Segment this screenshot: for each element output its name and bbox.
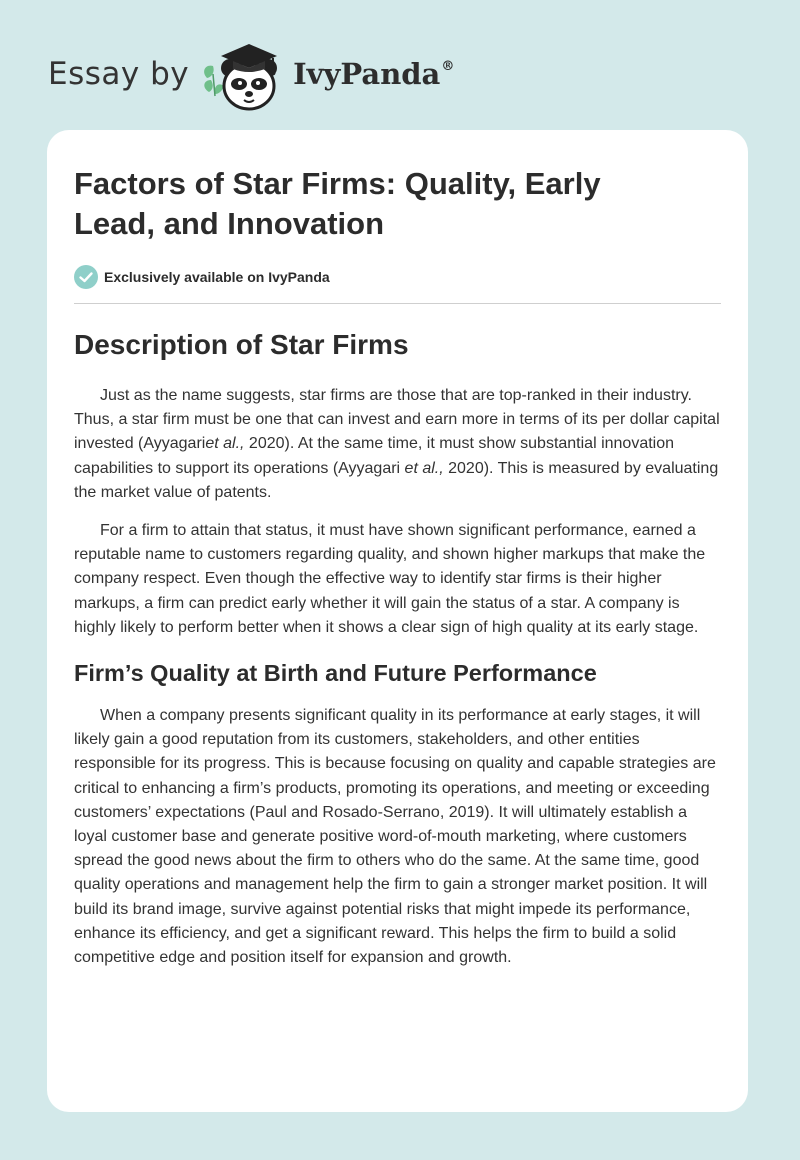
site-header [48,34,454,114]
paragraph-3: When a company presents significant quality in its performance at early stages, it will likely gain a good reputation from its customers, stakeholders, and other entities responsible for its progress. This is because focusing on quality and capable strategies are critical to enhancing a firm’s products, promoting its operations, and meeting or exceeding customers’ expectations (Paul and Rosado-Serrano, 2019). It will ultimately establish a loyal customer base and generate positive word-of-mouth marketing, where customers spread the good news about the firm to others who do the same. At the same time, good quality operations and management help the firm to gain a stronger market position. It will build its brand image, survive against potential risks that might impede its performance, enhance its efficiency, and get a significant reward. This helps the firm to build a solid competitive edge and position itself for expansion and growth. [74,707,716,967]
essay-card [47,130,748,1112]
paragraph-1-part-b: et al., [205,435,245,453]
panda-graduation-cap-icon[interactable] [199,34,291,114]
registered-mark: ® [441,59,455,74]
essay-by-label: Essay by [48,56,190,92]
brand-text: IvyPanda [293,57,441,91]
paragraph-1-part-d: et al., [404,459,444,477]
paragraph-2: For a firm to attain that status, it must have shown significant performance, earned a reputable name to customers regarding quality, and shown higher markups that make the company respect. Even though the effective way to identify star firms is their higher markups, a firm can predict early whether it will gain the status of a star. A company is highly likely to perform better when it shows a clear sign of high quality at its early stage. [74,522,706,636]
brand-name[interactable] [293,57,454,91]
paragraph-1-part-a: Just as the name suggests, star firms are those that are top-ranked in their industry. Thus, a star firm must be one that can invest and earn more in terms of its per dollar capital invested (Ayyagari [74,387,720,453]
paragraph-1-part-e: 2020). This is measured by evaluating the market value of patents. [74,459,719,501]
exclusive-badge [74,264,721,290]
title-divider [74,303,721,304]
section-heading-quality: Firm’s Quality at Birth and Future Performance [74,660,597,687]
check-circle-icon [74,265,98,289]
essay-title: Factors of Star Firms: Quality, Early Lead, and Innovation [74,166,601,241]
section-heading-description: Description of Star Firms [74,329,409,360]
paragraph-1 [74,384,721,505]
paragraph-1-part-c: 2020). At the same time, it must show substantial innovation capabilities to support its operations (Ayyagari [74,435,675,477]
exclusive-badge-text: Exclusively available on IvyPanda [104,269,330,285]
